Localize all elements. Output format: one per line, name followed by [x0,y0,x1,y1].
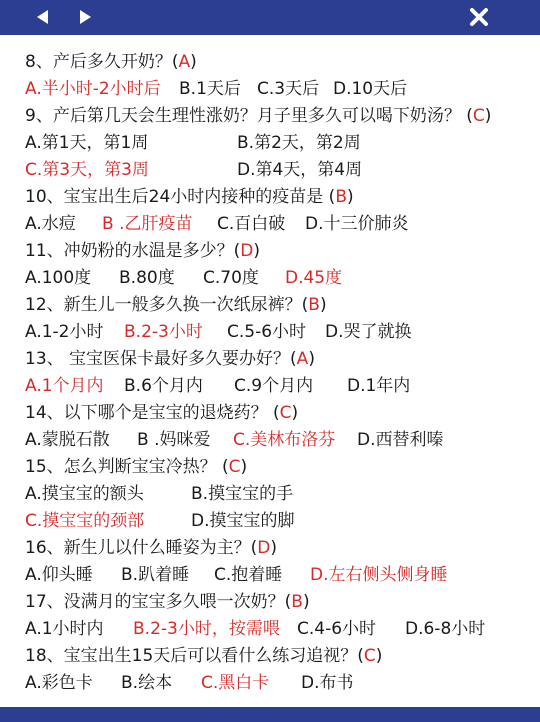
option: A.100度 [25,268,92,288]
question-line [25,535,530,562]
answer-key [308,292,326,319]
question-text: 9、产后第几天会生理性涨奶？月子里多久可以喝下奶汤？ ( [25,106,473,126]
correct-option: A.半小时-2小时后 [25,79,161,99]
options-line [25,481,530,508]
answer-key [291,589,309,616]
question-line [25,238,530,265]
top-toolbar [0,0,540,35]
options-line [25,562,530,589]
answer-key [257,535,277,562]
answer-key [364,643,383,670]
back-arrow-icon[interactable] [32,6,54,28]
answer-letter: B [308,295,320,315]
answer-letter: A [296,349,309,369]
options-line [25,508,530,535]
option: B.第2天，第2周 [237,133,361,153]
answer-letter: C [472,106,485,126]
option: A.水痘 [25,214,76,234]
options-line [25,319,530,346]
close-icon[interactable] [468,6,490,28]
answer-close-paren: ) [484,106,492,126]
correct-option: B.2-3小时，按需喂 [133,619,280,639]
options-line [25,76,530,103]
answer-letter: C [228,457,241,477]
options-line [25,265,530,292]
option: D.西替利嗪 [357,430,444,450]
correct-option: B.2-3小时 [124,322,203,342]
option: D.10天后 [333,79,408,99]
option: D.布书 [301,673,354,693]
correct-option: C.摸宝宝的颈部 [25,511,145,531]
question-text: 13、 宝宝医保卡最好多久要办好？( [25,349,297,369]
correct-option: D.左右侧头侧身睡 [310,565,448,585]
answer-close-paren: ) [270,538,277,558]
option: A.摸宝宝的额头 [25,484,144,504]
question-line [25,49,530,76]
forward-arrow-icon[interactable] [74,6,96,28]
question-line [25,589,530,616]
option: A.仰头睡 [25,565,93,585]
option: B.6个月内 [124,376,203,396]
question-line [25,643,530,670]
option: B.1天后 [179,79,241,99]
answer-close-paren: ) [240,457,248,477]
option: C.3天后 [257,79,320,99]
options-line [25,130,530,157]
question-line [25,454,530,481]
answer-close-paren: ) [302,592,310,612]
option: D.6-8小时 [405,619,486,639]
option: A.1小时内 [25,619,104,639]
correct-option: D.45度 [285,268,343,288]
answer-letter: C [279,403,292,423]
option: D.哭了就换 [325,322,412,342]
option: A.彩色卡 [25,673,93,693]
option: B .妈咪爱 [137,430,211,450]
answer-letter: D [240,241,254,261]
option: D.1年内 [347,376,411,396]
answer-key [229,454,248,481]
question-line [25,184,530,211]
answer-close-paren: ) [319,295,327,315]
option: D.十三价肺炎 [305,214,409,234]
question-line [25,103,530,130]
answer-key [335,184,353,211]
answer-key [473,103,492,130]
option: C.5-6小时 [227,322,307,342]
answer-letter: A [178,52,191,72]
answer-close-paren: ) [375,646,383,666]
question-text: 15、怎么判断宝宝冷热？ ( [25,457,229,477]
correct-option: A.1个月内 [25,376,104,396]
correct-option: C.第3天，第3周 [25,160,149,180]
option: B.80度 [119,268,175,288]
question-text: 17、没满月的宝宝多久喂一次奶？( [25,592,292,612]
option: C.抱着睡 [214,565,283,585]
question-text: 14、以下哪个是宝宝的退烧药？ ( [25,403,280,423]
option: C.4-6小时 [297,619,377,639]
options-line [25,157,530,184]
option: B.摸宝宝的手 [191,484,294,504]
option: A.蒙脱石散 [25,430,110,450]
answer-letter: B [291,592,303,612]
question-line [25,292,530,319]
question-text: 12、新生儿一般多久换一次纸尿裤？( [25,295,309,315]
answer-key [240,238,260,265]
answer-key [297,346,315,373]
quiz-content [25,49,530,697]
question-text: 8、产后多久开奶？( [25,52,179,72]
answer-close-paren: ) [253,241,260,261]
question-line [25,346,530,373]
bottom-bar [0,707,540,722]
option: D.第4天，第4周 [237,160,363,180]
option: A.第1天，第1周 [25,133,149,153]
answer-close-paren: ) [346,187,354,207]
correct-option: B .乙肝疫苗 [102,214,193,234]
question-text: 11、冲奶粉的水温是多少？( [25,241,241,261]
answer-letter: B [335,187,347,207]
answer-letter: D [257,538,271,558]
answer-close-paren: ) [291,403,299,423]
option: C.9个月内 [234,376,314,396]
answer-close-paren: ) [190,52,197,72]
option: B.趴着睡 [121,565,190,585]
options-line [25,427,530,454]
question-text: 16、新生儿以什么睡姿为主？( [25,538,258,558]
option: B.绘本 [121,673,173,693]
question-text: 10、宝宝出生后24小时内接种的疫苗是 ( [25,187,336,207]
options-line [25,373,530,400]
answer-letter: C [363,646,376,666]
option: D.摸宝宝的脚 [191,511,295,531]
options-line [25,211,530,238]
answer-key [280,400,299,427]
option: C.百白破 [217,214,286,234]
question-text: 18、宝宝出生15天后可以看什么练习追视？( [25,646,364,666]
correct-option: C.美林布洛芬 [233,430,336,450]
correct-option: C.黑白卡 [201,673,270,693]
answer-close-paren: ) [308,349,315,369]
option: C.70度 [203,268,259,288]
answer-key [178,49,196,76]
options-line [25,616,530,643]
question-line [25,400,530,427]
option: A.1-2小时 [25,322,104,342]
options-line [25,670,530,697]
